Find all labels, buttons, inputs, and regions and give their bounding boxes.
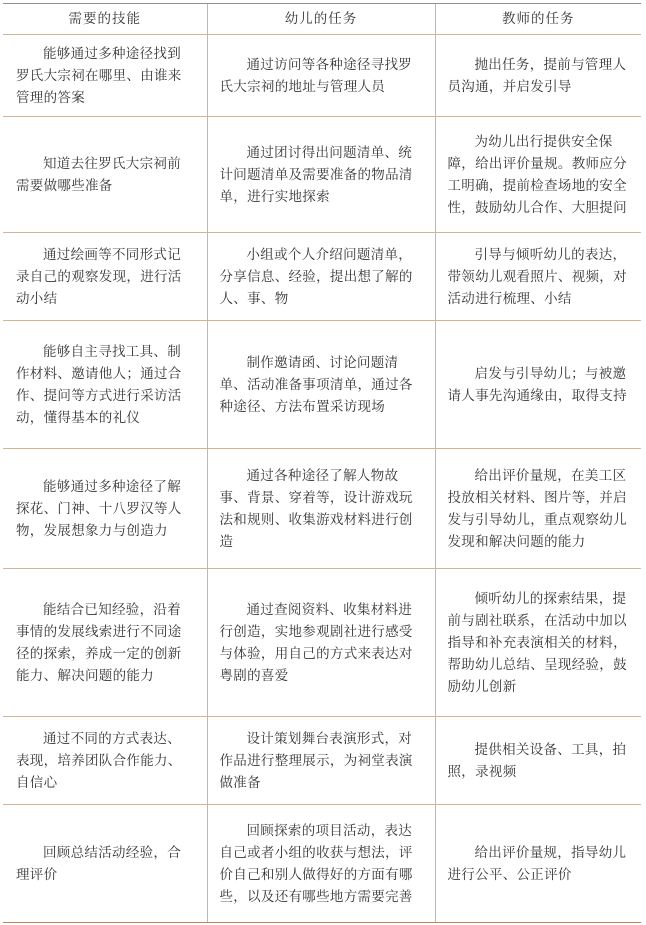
cell-teacher-task: 给出评价量规，在美工区投放相关材料、图片等，并启发与引导幼儿，重点观察幼儿发现和解决问题的能力 [435,449,641,569]
cell-teacher-task: 抛出任务，提前与管理人员沟通，并启发引导 [435,35,641,117]
cell-child-task: 通过访问等各种途径寻找罗氏大宗祠的地址与管理人员 [207,35,435,117]
cell-skill: 能够自主寻找工具、制作材料、邀请他人；通过合作、提问等方式进行采访活动，懂得基本的礼仪 [3,321,207,449]
cell-skill: 知道去往罗氏大宗祠前需要做哪些准备 [3,117,207,233]
header-skills: 需要的技能 [3,4,207,35]
cell-teacher-task: 启发与引导幼儿；与被邀请人事先沟通缘由，取得支持 [435,321,641,449]
table-row [3,117,641,233]
header-teacher-tasks: 教师的任务 [435,4,641,35]
table-row [3,233,641,321]
cell-skill: 能够通过多种途径了解探花、门神、十八罗汉等人物，发展想象力与创造力 [3,449,207,569]
cell-child-task: 通过各种途径了解人物故事、背景、穿着等，设计游戏玩法和规则、收集游戏材料进行创造 [207,449,435,569]
table-row [3,569,641,717]
cell-teacher-task: 给出评价量规，指导幼儿进行公平、公正评价 [435,805,641,923]
cell-child-task: 通过查阅资料、收集材料进行创造，实地参观剧社进行感受与体验，用自己的方式来表达对粤剧的喜爱 [207,569,435,717]
skills-task-table [3,3,641,923]
cell-child-task: 通过团讨得出问题清单、统计问题清单及需要准备的物品清单，进行实地探索 [207,117,435,233]
header-child-tasks: 幼儿的任务 [207,4,435,35]
cell-teacher-task: 倾听幼儿的探索结果，提前与剧社联系，在活动中加以指导和补充表演相关的材料，帮助幼儿总结、呈现经验，鼓励幼儿创新 [435,569,641,717]
table-row [3,321,641,449]
table-header-row [3,4,641,35]
table-row [3,449,641,569]
cell-skill: 通过不同的方式表达、表现，培养团队合作能力、自信心 [3,717,207,805]
cell-skill: 通过绘画等不同形式记录自己的观察发现，进行活动小结 [3,233,207,321]
cell-teacher-task: 提供相关设备、工具，拍照，录视频 [435,717,641,805]
cell-skill: 回顾总结活动经验，合理评价 [3,805,207,923]
table-row [3,717,641,805]
cell-skill: 能结合已知经验，沿着事情的发展线索进行不同途径的探索，养成一定的创新能力、解决问题的能力 [3,569,207,717]
table-row [3,805,641,923]
cell-child-task: 设计策划舞台表演形式，对作品进行整理展示，为祠堂表演做准备 [207,717,435,805]
cell-teacher-task: 引导与倾听幼儿的表达，带领幼儿观看照片、视频，对活动进行梳理、小结 [435,233,641,321]
cell-child-task: 制作邀请函、讨论问题清单、活动准备事项清单，通过各种途径、方法布置采访现场 [207,321,435,449]
cell-skill: 能够通过多种途径找到罗氏大宗祠在哪里、由谁来管理的答案 [3,35,207,117]
cell-teacher-task: 为幼儿出行提供安全保障，给出评价量规。教师应分工明确，提前检查场地的安全性，鼓励幼儿合作、大胆提问 [435,117,641,233]
cell-child-task: 小组或个人介绍问题清单，分享信息、经验，提出想了解的人、事、物 [207,233,435,321]
table-row [3,35,641,117]
cell-child-task: 回顾探索的项目活动，表达自己或者小组的收获与想法，评价自己和别人做得好的方面有哪些，以及还有哪些地方需要完善 [207,805,435,923]
